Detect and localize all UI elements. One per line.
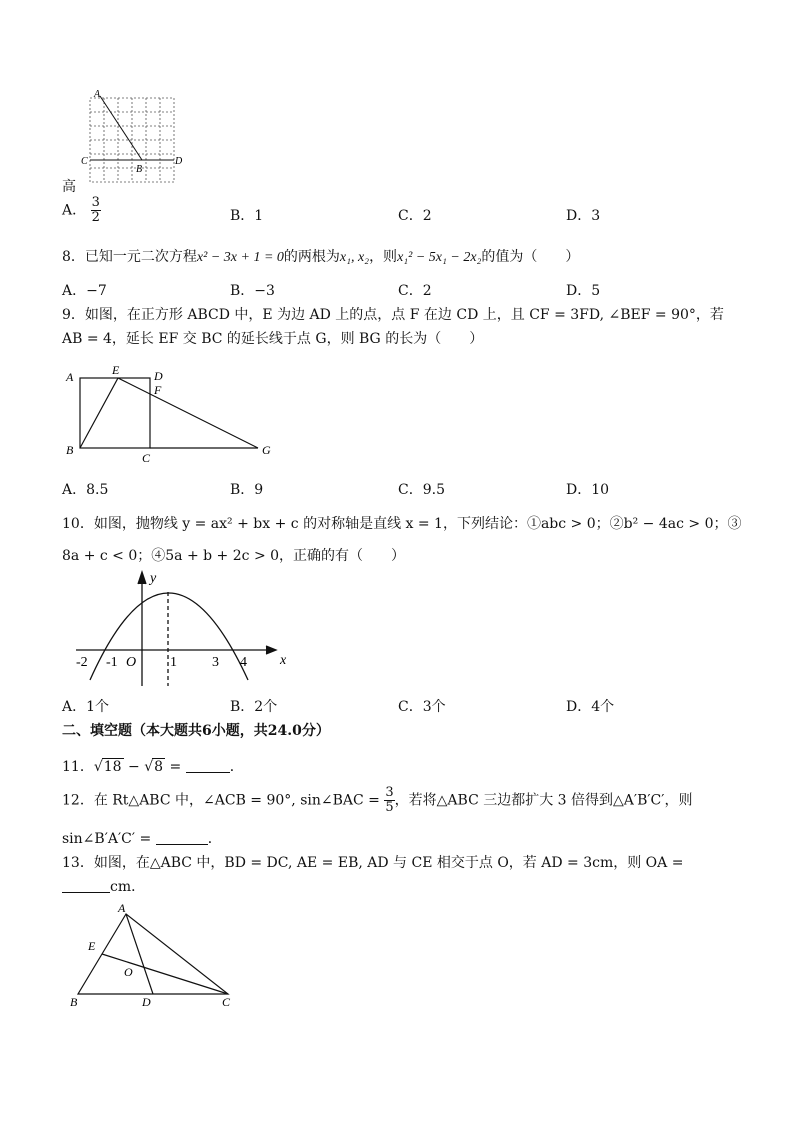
q7-option-d: D．3	[566, 208, 601, 224]
q13-label-d: D	[142, 995, 151, 1009]
q10-tick-4: 4	[240, 655, 247, 670]
q7-label-c: C	[81, 156, 88, 167]
q9-label-d: D	[154, 369, 163, 383]
q9-stem-line1: 9．如图，在正方形 ABCD 中，E 为边 AD 上的点，点 F 在边 CD 上，且 CF = 3FD, ∠BEF = 90°，若	[62, 307, 724, 323]
q13-triangle-figure	[62, 900, 252, 1012]
q10-tick-1: 1	[170, 655, 177, 670]
q7-label-d: D	[175, 156, 183, 167]
q10-option-d: D．4个	[566, 699, 615, 715]
q8-stem: 8．已知一元二次方程x² − 3x + 1 = 0的两根为x₁, x₂，则x₁² − 5x₁ − 2x₂的值为（ ）	[62, 249, 580, 265]
q8-option-d: D．5	[566, 283, 601, 299]
q10-option-c: C．3个	[398, 699, 446, 715]
q13-answer-blank[interactable]	[62, 878, 110, 893]
q8-option-b: B．−3	[230, 283, 275, 299]
q11-answer-blank[interactable]	[186, 758, 230, 773]
q9-option-a: A．8.5	[62, 482, 109, 498]
q10-label-y: y	[150, 571, 157, 586]
q10-tick-minus1: -1	[106, 655, 118, 670]
q10-parabola-figure	[72, 568, 302, 692]
q9-figure	[62, 364, 282, 464]
q12-stem-line1: 12．在 Rt△ABC 中，∠ACB = 90°, sin∠BAC = $\frac{3}{5}$ ，若将△ABC 三边都扩大 3 倍得到△A′B′C′，则	[62, 785, 693, 815]
q13-label-e: E	[88, 939, 96, 953]
q10-option-a: A．1个	[62, 699, 110, 715]
q10-stem-line1: 10．如图，抛物线 y = ax² + bx + c 的对称轴是直线 x = 1，下列结论：①abc > 0；②b² − 4ac > 0；③	[62, 516, 742, 532]
q9-label-b: B	[66, 443, 74, 457]
q9-label-c: C	[142, 451, 151, 464]
q9-stem-line2: AB = 4，延长 EF 交 BC 的延长线于点 G，则 BG 的长为（ ）	[62, 331, 484, 347]
q9-option-d: D．10	[566, 482, 610, 498]
q12-fraction: $\frac{3}{5}$	[385, 785, 394, 815]
q8-option-c: C．2	[398, 283, 432, 299]
q9-label-a: A	[66, 370, 74, 384]
q13-label-b: B	[70, 995, 78, 1009]
q7-label-high: 高	[62, 179, 76, 195]
q7-label-a: A	[94, 89, 101, 100]
q7-label-b: B	[136, 164, 143, 175]
q13-stem-line2: cm．	[62, 876, 145, 896]
q13-label-c: C	[222, 995, 231, 1009]
q9-label-f: F	[154, 383, 162, 397]
q11-stem: 11．√18 − √8 = ．	[62, 759, 244, 775]
q7-line-ab	[100, 96, 142, 160]
q9-label-e: E	[112, 364, 120, 377]
q10-tick-3: 3	[212, 655, 219, 670]
q13-label-a: A	[118, 901, 126, 915]
q12-answer-blank[interactable]	[156, 830, 208, 845]
q8-option-a: A．−7	[62, 283, 107, 299]
q10-label-x: x	[280, 653, 287, 668]
q12-stem-line2: sin∠B′A′C′ = ．	[62, 831, 222, 847]
section2-title: 二、填空题（本大题共6小题，共24.0分）	[62, 723, 330, 739]
q10-option-b: B．2个	[230, 699, 278, 715]
q13-stem-line1: 13．如图，在△ABC 中，BD = DC, AE = EB, AD 与 CE 相交于点 O，若 AD = 3cm，则 OA =	[62, 855, 684, 871]
q7-option-b: B．1	[230, 208, 264, 224]
q7-option-c: C．2	[398, 208, 432, 224]
q7-option-a-fraction: $\frac{3}{2}$	[91, 195, 100, 225]
q9-option-b: B．9	[230, 482, 264, 498]
q7-grid-figure	[78, 86, 188, 190]
q7-option-a: A． $\frac{3}{2}$	[62, 195, 100, 225]
q9-label-g: G	[262, 443, 271, 457]
q9-option-c: C．9.5	[398, 482, 445, 498]
q10-stem-line2: 8a + c < 0；④5a + b + 2c > 0，正确的有（ ）	[62, 548, 406, 564]
q13-label-o: O	[124, 965, 133, 979]
q10-label-origin: O	[126, 655, 137, 670]
q10-tick-minus2: -2	[76, 655, 88, 670]
